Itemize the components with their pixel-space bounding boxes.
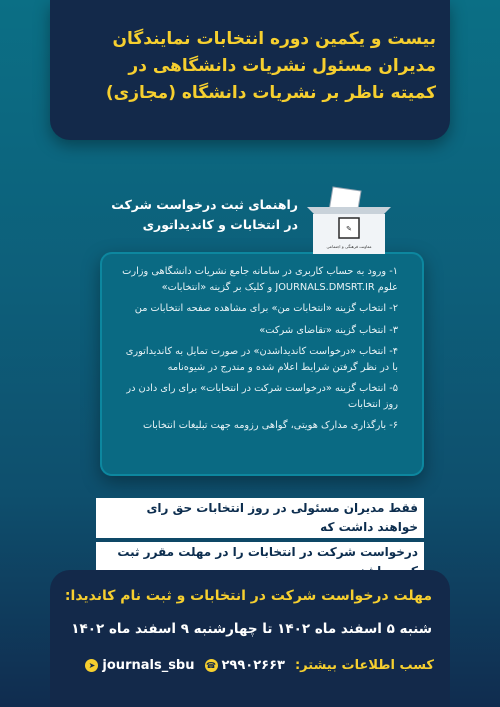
notice-line-1: فقط مدیران مسئولی در روز انتخابات حق رای خواهند داشت که <box>96 498 424 538</box>
title-line-1: بیست و یکمین دوره انتخابات نمایندگان <box>112 29 436 49</box>
phone-icon: ☎ <box>206 660 216 670</box>
telegram-icon: ➤ <box>85 659 98 672</box>
step-item: ۵- انتخاب گزینه «درخواست شرکت در انتخابات» برای رای دادن در روز انتخابات <box>126 383 398 410</box>
eligibility-notice <box>96 498 424 559</box>
title-line-3: کمیته ناظر بر نشریات دانشگاه (مجازی) <box>105 83 436 103</box>
page-title <box>64 26 436 107</box>
notice-line-2: درخواست شرکت در انتخابات را در مهلت مقرر ثبت <box>96 542 424 582</box>
guide-title-line-2: در انتخابات و کاندیداتوری <box>142 217 298 232</box>
telegram-contact[interactable] <box>85 658 194 673</box>
step-item: ۳- انتخاب گزینه «تقاضای شرکت» <box>259 324 398 336</box>
svg-text:✎: ✎ <box>346 225 352 233</box>
step-item: ۶- بارگذاری مدارک هویتی، گواهی رزومه جهت تبلیغات انتخابات <box>142 420 398 431</box>
guide-heading <box>106 195 298 235</box>
deadline-title: مهلت درخواست شرکت در انتخابات و ثبت نام کاندیدا: <box>64 588 432 604</box>
telegram-handle: journals_sbu <box>102 657 195 673</box>
steps-list <box>118 264 398 440</box>
deadline-dates: شنبه ۵ اسفند ماه ۱۴۰۲ تا چهارشنبه ۹ اسفند ماه ۱۴۰۲ <box>71 621 432 637</box>
ballot-box-icon <box>303 185 395 255</box>
phone-contact[interactable] <box>205 658 285 673</box>
phone-number: ۲۹۹۰۲۶۶۳ <box>221 657 285 673</box>
step-item: ۴- انتخاب «درخواست کاندیداشدن» در صورت تمایل به کاندیداتوری با در نظر گرفتن شرایط اعلام شده و مندرج در شیوه‌نامه <box>125 346 398 373</box>
contact-label: کسب اطلاعات بیشتر: <box>294 657 434 673</box>
logo-caption: معاونت فرهنگی و اجتماعی <box>326 244 372 249</box>
step-item: ۱- ورود به حساب کاربری در سامانه جامع نشریات دانشگاهی وزارت علوم JOURNALS.DMSRT.IR و کلیک بر گزینه «انتخابات» <box>122 266 398 293</box>
contact-row <box>60 653 434 677</box>
step-item: ۲- انتخاب گزینه «انتخابات من» برای مشاهده صفحه انتخابات من <box>134 303 398 314</box>
guide-title-line-1: راهنمای ثبت درخواست شرکت <box>111 197 298 212</box>
title-line-2: مدیران مسئول نشریات دانشگاهی در <box>128 56 436 76</box>
